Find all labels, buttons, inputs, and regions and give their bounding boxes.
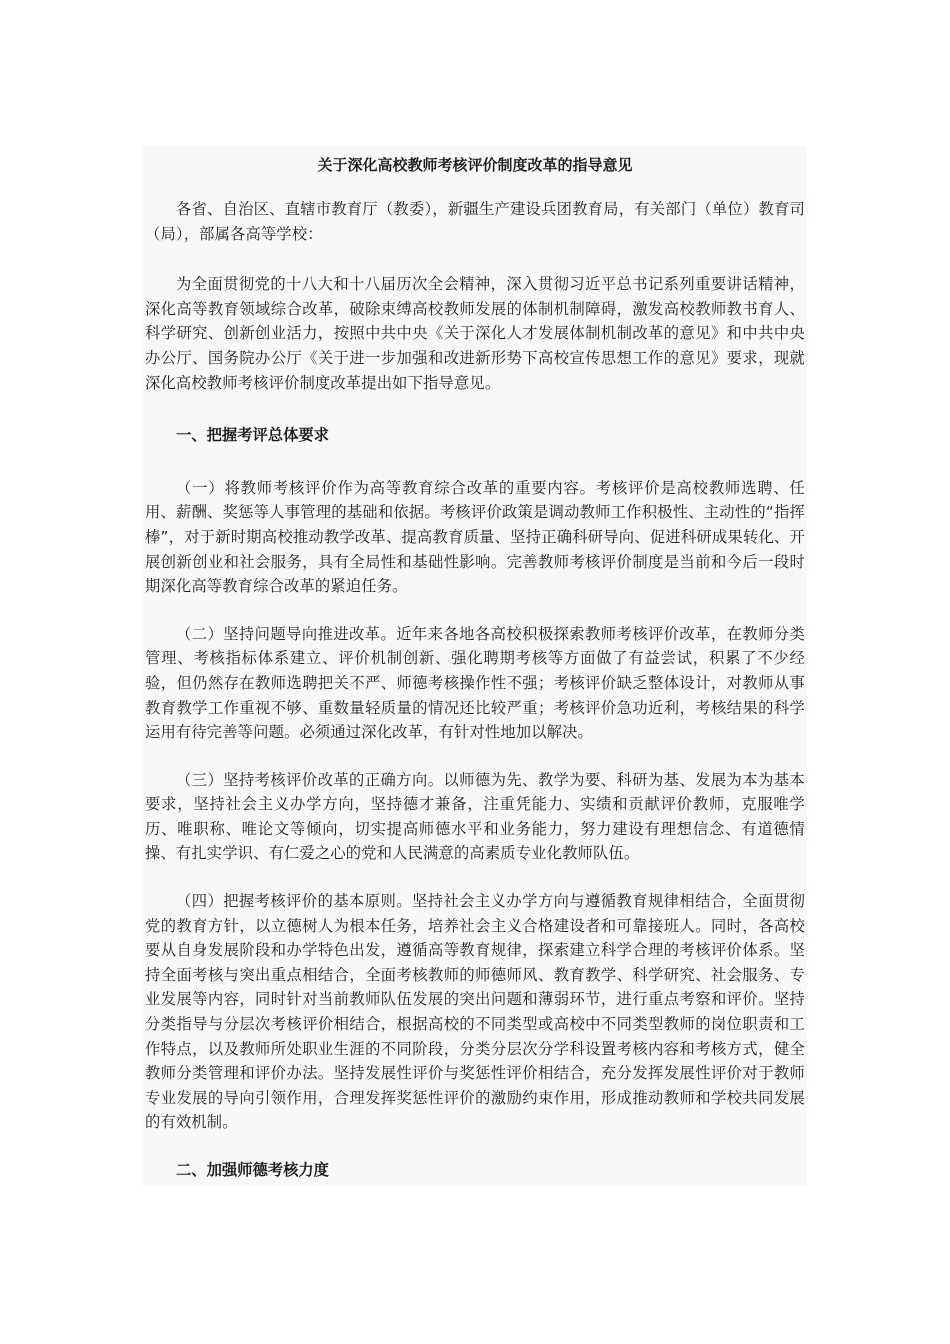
section1-paragraph-4: （四）把握考核评价的基本原则。坚持社会主义办学方向与遵循教育规律相结合，全面贯彻党的教育方针，以立德树人为根本任务，培养社会主义合格建设者和可靠接班人。同时，各高校要从自身发展阶段和办学特色出发，遵循高等教育规律，探索建立科学合理的考核评价体系。坚持全面考核与突出重点相结合，全面考核教师的师德师风、教育教学、科学研究、社会服务、专业发展等内容，同时针对当前教师队伍发展的突出问题和薄弱环节，进行重点考察和评价。坚持分类指导与分层次考核评价相结合，根据高校的不同类型或高校中不同类型教师的岗位职责和工作特点，以及教师所处职业生涯的不同阶段，分类分层次分学科设置考核内容和考核方式，健全教师分类管理和评价办法。坚持发展性评价与奖惩性评价相结合，充分发挥发展性评价对于教师专业发展的导向引领作用，合理发挥奖惩性评价的激励约束作用，形成推动教师和学校共同发展的有效机制。	[145, 892, 805, 1132]
intro-paragraph: 为全面贯彻党的十八大和十八届历次全会精神，深入贯彻习近平总书记系列重要讲话精神，深化高等教育领域综合改革，破除束缚高校教师发展的体制机制障碍，激发高校教师教书育人、科学研究、创新创业活力，按照中共中央《关于深化人才发展体制机制改革的意见》和中共中央办公厅、国务院办公厅《关于进一步加强和改进新形势下高校宣传思想工作的意见》要求，现就深化高校教师考核评价制度改革提出如下指导意见。	[145, 275, 805, 392]
section1-paragraph-1: （一）将教师考核评价作为高等教育综合改革的重要内容。考核评价是高校教师选聘、任用、薪酬、奖惩等人事管理的基础和依据。考核评价政策是调动教师工作积极性、主动性的“指挥棒”，对于新时期高校推动教学改革、提高教育质量、坚持正确科研导向、促进科研成果转化、开展创新创业和社会服务，具有全局性和基础性影响。完善教师考核评价制度是当前和今后一段时期深化高等教育综合改革的紧迫任务。	[145, 478, 805, 596]
section-heading-1: 一、把握考评总体要求	[176, 426, 329, 445]
section1-paragraph-2: （二）坚持问题导向推进改革。近年来各地各高校积极探索教师考核评价改革，在教师分类管理、考核指标体系建立、评价机制创新、强化聘期考核等方面做了有益尝试，积累了不少经验，但仍然存在教师选聘把关不严、师德考核操作性不强；考核评价缺乏整体设计，对教师从事教育教学工作重视不够、重数量轻质量的情况还比较严重；考核评价急功近利，考核结果的科学运用有待完善等问题。必须通过深化改革，有针对性地加以解决。	[145, 624, 805, 742]
document-page	[143, 146, 807, 1186]
section1-paragraph-3: （三）坚持考核评价改革的正确方向。以师德为先、教学为要、科研为基、发展为本为基本要求，坚持社会主义办学方向，坚持德才兼备，注重凭能力、实绩和贡献评价教师，克服唯学历、唯职称、唯论文等倾向，切实提高师德水平和业务能力，努力建设有理想信念、有道德情操、有扎实学识、有仁爱之心的党和人民满意的高素质专业化教师队伍。	[145, 770, 805, 863]
document-title: 关于深化高校教师考核评价制度改革的指导意见	[317, 156, 633, 174]
section-heading-2: 二、加强师德考核力度	[176, 1161, 329, 1179]
salutation-paragraph: 各省、自治区、直辖市教育厅（教委），新疆生产建设兵团教育局，有关部门（单位）教育司（局），部属各高等学校：	[145, 200, 805, 243]
document-content	[143, 146, 807, 1183]
